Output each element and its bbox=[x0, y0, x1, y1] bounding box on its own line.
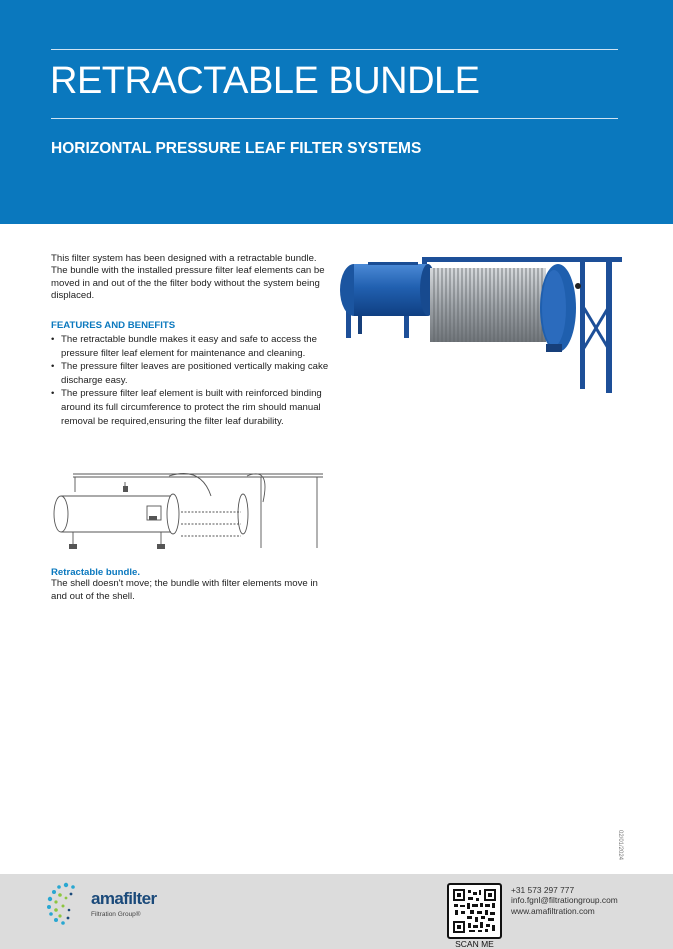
list-item bbox=[51, 333, 331, 360]
bullet: • bbox=[51, 361, 55, 373]
contact-block bbox=[511, 885, 618, 916]
retractable-bundle-drawing bbox=[51, 462, 329, 558]
feature-text: The retractable bundle makes it easy and safe to access the pressure filter leaf element for maintenance and cleaning. bbox=[61, 334, 317, 359]
caption-text: The shell doesn't move; the bundle with filter elements move in and out of the shell. bbox=[51, 578, 318, 602]
scan-me-label: SCAN ME bbox=[455, 939, 494, 949]
qr-code-icon bbox=[453, 889, 496, 933]
intro-paragraph: This filter system has been designed with a retractable bundle. The bundle with the installed pressure filter leaf elements can be moved in and out of the the filter body without the system being displaced. bbox=[51, 253, 325, 302]
page-subtitle: HORIZONTAL PRESSURE LEAF FILTER SYSTEMS bbox=[51, 140, 422, 157]
bullet: • bbox=[51, 388, 55, 400]
bullet: • bbox=[51, 334, 55, 345]
list-item bbox=[51, 360, 331, 387]
header-divider-bottom bbox=[51, 118, 618, 119]
contact-website[interactable]: www.amafiltration.com bbox=[511, 905, 595, 916]
features-heading: FEATURES AND BENEFITS bbox=[51, 320, 176, 331]
contact-email[interactable]: info.fgnl@filtrationgroup.com bbox=[511, 895, 618, 906]
features-list bbox=[51, 333, 331, 428]
header-divider-top bbox=[51, 49, 618, 50]
page-title: RETRACTABLE BUNDLE bbox=[50, 60, 480, 102]
contact-phone[interactable]: +31 573 297 777 bbox=[511, 885, 575, 895]
filter-product-image bbox=[338, 248, 626, 396]
qr-code[interactable] bbox=[447, 883, 502, 939]
logo-wordmark: amafilter bbox=[91, 889, 157, 908]
list-item bbox=[51, 387, 331, 428]
amafilter-logo-icon bbox=[44, 880, 88, 928]
date-code-text: 02/01/2024 bbox=[617, 829, 623, 861]
feature-text: The pressure filter leaves are positioned vertically making cake discharge easy. bbox=[61, 361, 329, 386]
header-banner bbox=[0, 0, 673, 224]
caption-title: Retractable bundle. bbox=[51, 567, 141, 578]
date-code bbox=[600, 825, 640, 865]
feature-text: The pressure filter leaf element is built with reinforced binding around its full circumference to protect the rim should manual removal be required,ensuring the filter leaf durability. bbox=[61, 388, 322, 427]
logo-tagline: Filtration Group® bbox=[91, 911, 141, 918]
